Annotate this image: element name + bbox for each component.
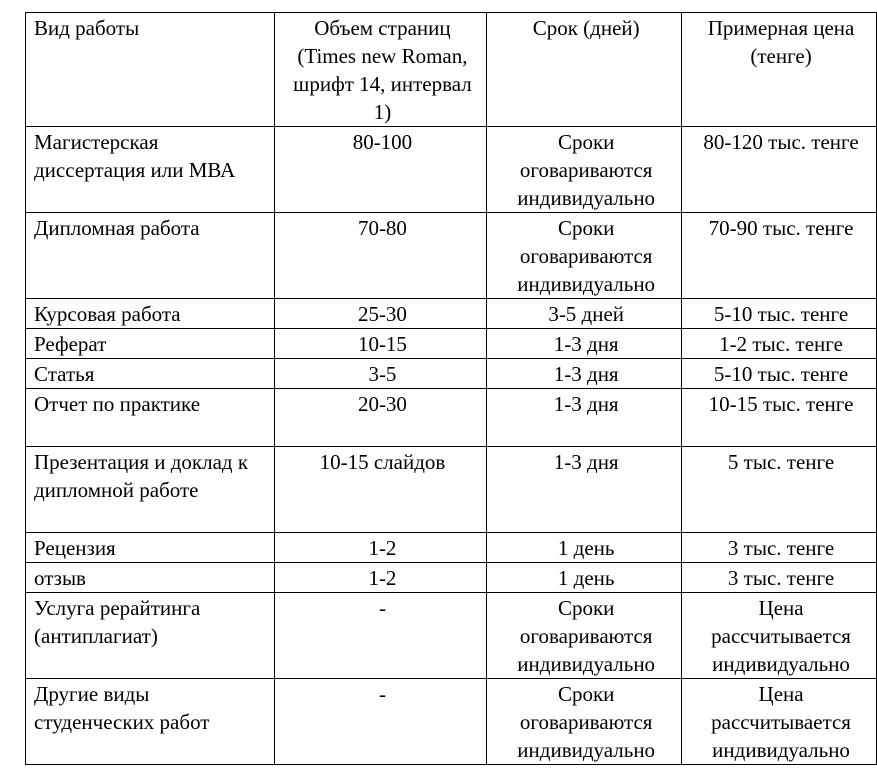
cell-term: Сроки оговариваются индивидуально xyxy=(487,213,682,299)
table-row xyxy=(26,299,877,329)
cell-page-volume: - xyxy=(274,593,487,679)
cell-page-volume: 3-5 xyxy=(274,359,487,389)
cell-price: 3 тыс. тенге xyxy=(682,533,877,563)
cell-page-volume: - xyxy=(274,679,487,765)
cell-page-volume: 1-2 xyxy=(274,533,487,563)
cell-work-type: Отчет по практике xyxy=(26,389,275,447)
cell-work-type: отзыв xyxy=(26,563,275,593)
cell-term: Сроки оговариваются индивидуально xyxy=(487,593,682,679)
table-row xyxy=(26,563,877,593)
cell-work-type: Рецензия xyxy=(26,533,275,563)
cell-price: 5-10 тыс. тенге xyxy=(682,299,877,329)
cell-price: 70-90 тыс. тенге xyxy=(682,213,877,299)
table-row xyxy=(26,593,877,679)
cell-page-volume: 25-30 xyxy=(274,299,487,329)
cell-term: 1-3 дня xyxy=(487,389,682,447)
cell-page-volume: 10-15 слайдов xyxy=(274,447,487,533)
cell-page-volume: 70-80 xyxy=(274,213,487,299)
cell-work-type: Магистерская диссертация или МВА xyxy=(26,127,275,213)
cell-price: 3 тыс. тенге xyxy=(682,563,877,593)
cell-page-volume: 10-15 xyxy=(274,329,487,359)
header-page-volume: Объем страниц (Times new Roman, шрифт 14, интервал 1) xyxy=(274,13,487,127)
cell-work-type: Статья xyxy=(26,359,275,389)
cell-term: 1-3 дня xyxy=(487,329,682,359)
cell-work-type: Дипломная работа xyxy=(26,213,275,299)
cell-term: 3-5 дней xyxy=(487,299,682,329)
cell-term: 1-3 дня xyxy=(487,447,682,533)
table-row xyxy=(26,533,877,563)
cell-term: 1 день xyxy=(487,533,682,563)
cell-work-type: Другие виды студенческих работ xyxy=(26,679,275,765)
cell-work-type: Презентация и доклад к дипломной работе xyxy=(26,447,275,533)
cell-term: 1-3 дня xyxy=(487,359,682,389)
table-row xyxy=(26,329,877,359)
cell-price: Цена рассчитывается индивидуально xyxy=(682,679,877,765)
table-row xyxy=(26,127,877,213)
cell-term: Сроки оговариваются индивидуально xyxy=(487,127,682,213)
table-row xyxy=(26,359,877,389)
cell-price: 5-10 тыс. тенге xyxy=(682,359,877,389)
cell-term: 1 день xyxy=(487,563,682,593)
cell-price: 1-2 тыс. тенге xyxy=(682,329,877,359)
cell-page-volume: 20-30 xyxy=(274,389,487,447)
table-header-row xyxy=(26,13,877,127)
table-row xyxy=(26,679,877,765)
table-row xyxy=(26,213,877,299)
cell-term: Сроки оговариваются индивидуально xyxy=(487,679,682,765)
cell-work-type: Услуга рерайтинга (антиплагиат) xyxy=(26,593,275,679)
cell-price: 80-120 тыс. тенге xyxy=(682,127,877,213)
price-table xyxy=(25,12,877,765)
cell-page-volume: 1-2 xyxy=(274,563,487,593)
table-row xyxy=(26,447,877,533)
table-row xyxy=(26,389,877,447)
header-price: Примерная цена (тенге) xyxy=(682,13,877,127)
cell-price: 5 тыс. тенге xyxy=(682,447,877,533)
cell-work-type: Реферат xyxy=(26,329,275,359)
header-work-type: Вид работы xyxy=(26,13,275,127)
cell-price: Цена рассчитывается индивидуально xyxy=(682,593,877,679)
header-term: Срок (дней) xyxy=(487,13,682,127)
cell-work-type: Курсовая работа xyxy=(26,299,275,329)
cell-page-volume: 80-100 xyxy=(274,127,487,213)
cell-price: 10-15 тыс. тенге xyxy=(682,389,877,447)
